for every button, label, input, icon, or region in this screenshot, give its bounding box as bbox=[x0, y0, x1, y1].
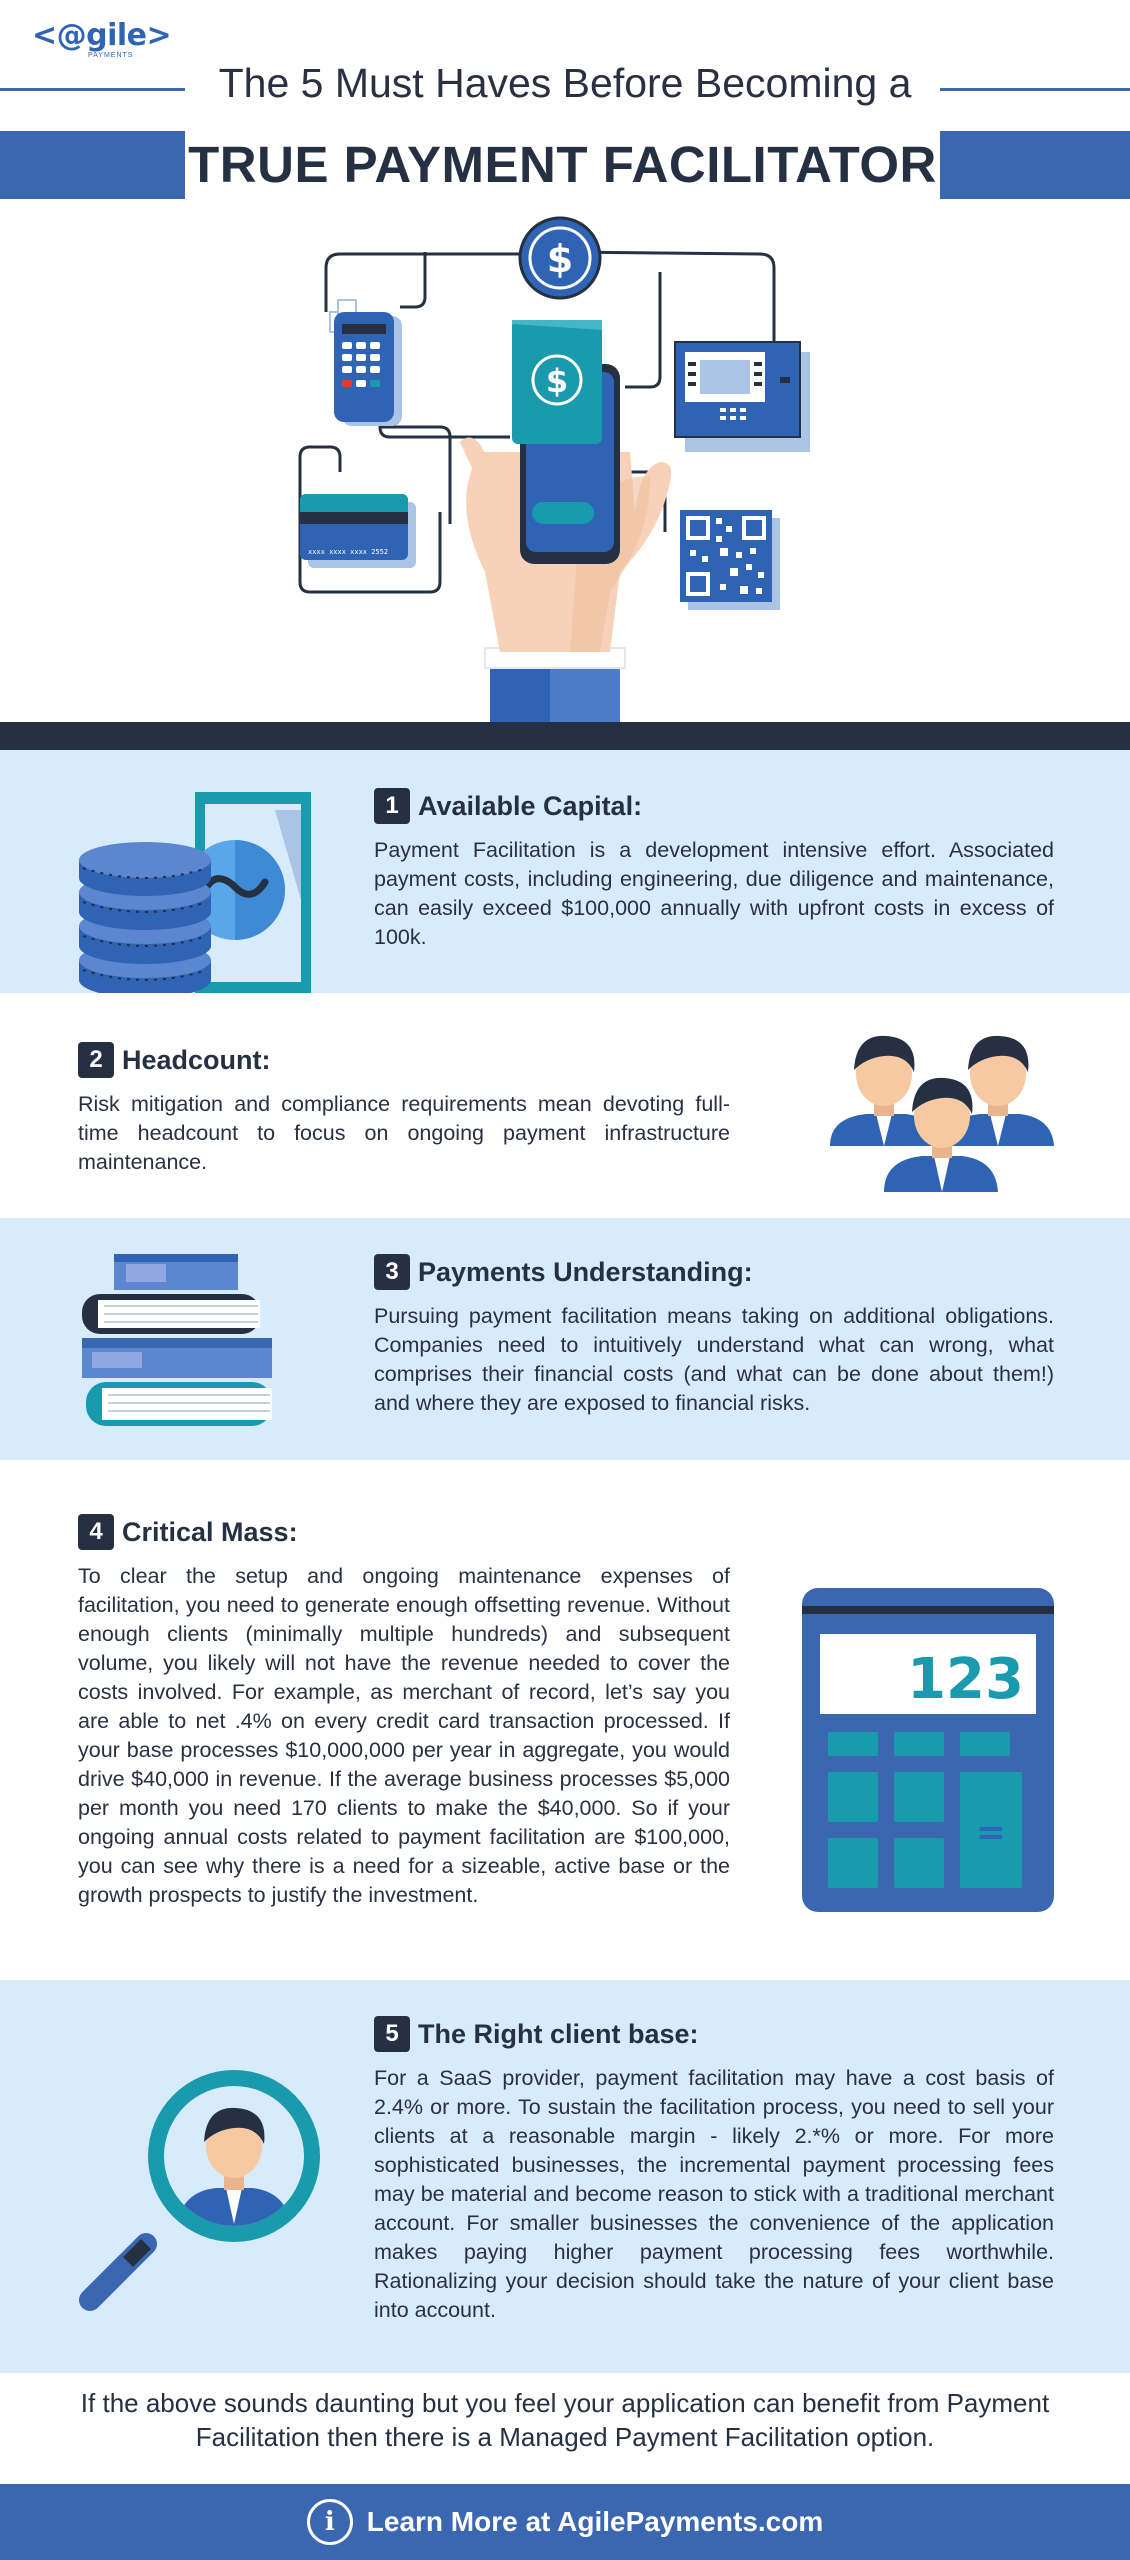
section-1-text: Payment Facilitation is a development intensive effort. Associated payment costs, including engineering, due diligence and maintenance, can easily exceed $100,000 annually with upfront costs in excess of 100k. bbox=[374, 838, 1054, 949]
section-1-heading bbox=[374, 788, 1054, 824]
section-2-title: Headcount: bbox=[122, 1044, 271, 1075]
section-3-title: Payments Understanding: bbox=[418, 1256, 753, 1287]
section-4-title: Critical Mass: bbox=[122, 1516, 298, 1547]
section-4-text: To clear the setup and ongoing maintenance expenses of facilitation, you need to generate enough offsetting revenue. Without enough clients (minimally multiple hundreds) and subsequent volume, you likely will not have the revenue needed to cover the costs involved. For example, as merchant of record, let’s say you are able to net .4% on every credit card transaction processed. If your base processes $10,000,000 per year in aggregate, you would drive $40,000 in revenue. If the average business processes $5,000 per month you need 170 clients to make the $40,000. So if your ongoing annual costs related to payment facilitation are $100,000, you can see why there is a need for a sizeable, active base or the growth prospects to justify the investment. bbox=[78, 1564, 730, 1907]
calculator-equals: = bbox=[975, 1812, 1007, 1853]
section-1-content bbox=[374, 788, 1054, 952]
dollar-sign: $ bbox=[546, 237, 574, 281]
section-5-heading bbox=[374, 2016, 1054, 2052]
section-5-number: 5 bbox=[374, 2016, 410, 2052]
section-5-title: The Right client base: bbox=[418, 2018, 699, 2049]
section-1-number: 1 bbox=[374, 788, 410, 824]
logo-brand: <@gile> bbox=[32, 18, 172, 53]
page-title-line2: TRUE PAYMENT FACILITATOR bbox=[188, 136, 937, 193]
footer-cta-text[interactable]: Learn More at AgilePayments.com bbox=[366, 2506, 824, 2537]
page-title-line1: The 5 Must Haves Before Becoming a bbox=[218, 60, 912, 106]
dollar-coin-icon bbox=[520, 218, 600, 298]
calculator-icon bbox=[802, 1588, 1054, 1912]
coins-icon bbox=[75, 790, 315, 1005]
section-5-content bbox=[374, 2016, 1054, 2325]
footer-cta-link[interactable] bbox=[0, 2484, 1130, 2560]
logo-sub: PAYMENTS bbox=[88, 52, 134, 59]
card-terminal-icon bbox=[330, 300, 402, 426]
title-band-right bbox=[940, 131, 1130, 199]
section-2-content bbox=[78, 1042, 730, 1177]
section-4-content bbox=[78, 1514, 730, 1910]
atm-icon bbox=[675, 342, 810, 452]
section-3-text: Pursuing payment facilitation means taking on additional obligations. Companies need to intuitively understand what can wrong, what comprises their financial costs (and what can be done about them!) and where they are exposed to financial risks. bbox=[374, 1304, 1054, 1415]
books-icon bbox=[78, 1252, 278, 1427]
section-2-heading bbox=[78, 1042, 730, 1078]
section-2-text: Risk mitigation and compliance requirements mean devoting full-time headcount to focus on ongoing payment infrastructure maintenance. bbox=[78, 1092, 730, 1174]
magnifier-person-icon bbox=[76, 2064, 326, 2318]
info-icon: i bbox=[307, 2499, 353, 2545]
card-number: xxxx xxxx xxxx 2552 bbox=[308, 548, 389, 556]
section-4-number: 4 bbox=[78, 1514, 114, 1550]
title-band-left bbox=[0, 131, 185, 199]
phone-dollar-sign: $ bbox=[545, 362, 569, 400]
payment-hub-illustration bbox=[280, 212, 840, 724]
hero-divider-band bbox=[0, 722, 1130, 750]
credit-card-icon bbox=[300, 494, 416, 568]
closing-statement: If the above sounds daunting but you feel your application can benefit from Payment Facilitation then there is a Managed Payment Facilitation option. bbox=[80, 2388, 1050, 2452]
section-4-heading bbox=[78, 1514, 730, 1550]
section-1-title: Available Capital: bbox=[418, 790, 643, 821]
section-3-number: 3 bbox=[374, 1254, 410, 1290]
section-2-number: 2 bbox=[78, 1042, 114, 1078]
logo bbox=[32, 18, 172, 66]
section-3-content bbox=[374, 1254, 1054, 1418]
section-3-heading bbox=[374, 1254, 1054, 1290]
qr-code-icon bbox=[680, 510, 780, 610]
team-icon bbox=[826, 1018, 1056, 1193]
hand-phone-icon bbox=[460, 320, 671, 724]
section-5-text: For a SaaS provider, payment facilitation may have a cost basis of 2.4% or more. To sustain the facilitation process, you need to sell your clients at a reasonable margin - likely 2.*% or more. For more sophisticated businesses, the incremental payment processing fees may be material and become reason to stick with a traditional merchant account. For smaller businesses the convenience of the application makes paying higher payment processing fees worthwhile. Rationalizing your decision should take the nature of your client base into account. bbox=[374, 2066, 1054, 2322]
calculator-display: 123 bbox=[907, 1647, 1024, 1712]
